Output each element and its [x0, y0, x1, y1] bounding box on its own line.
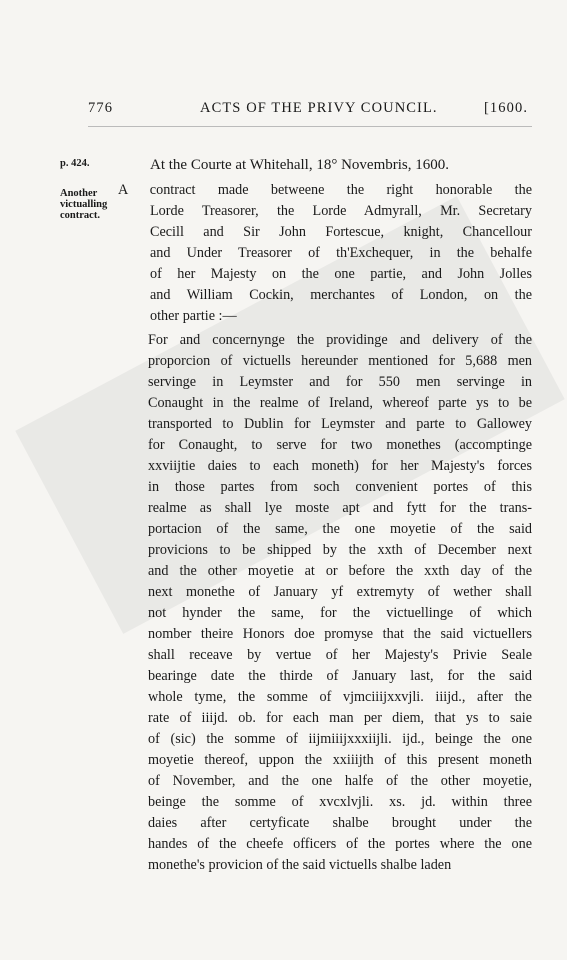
- meeting-date-line: At the Courte at Whitehall, 18° Novembris, 1600.: [150, 157, 450, 173]
- text-line: of her Majesty on the one partie, and John Jolles: [150, 266, 532, 282]
- text-line: not hynder the same, for the victuellinge of which: [148, 605, 532, 621]
- text-line: moyetie thereof, uppon the xxiiijth of this present moneth: [148, 752, 532, 768]
- text-line: bearinge date the thirde of January last, for the said: [148, 668, 532, 684]
- margin-page-ref: p. 424.: [60, 158, 90, 169]
- text-line: whole tyme, the somme of vjmciiijxxvjli. iiijd., after the: [148, 689, 532, 705]
- text-line: proporcion of victuells hereunder mentioned for 5,688 men: [148, 353, 532, 369]
- page-number: 776: [88, 100, 114, 116]
- text-line: of November, and the one halfe of the other moyetie,: [148, 773, 532, 789]
- text-line: servinge in Leymster and for 550 men servinge in: [148, 374, 532, 390]
- text-line: provicions to be shipped by the xxth of December next: [148, 542, 532, 558]
- text-line: daies after certyficate shalbe brought under the: [148, 815, 532, 831]
- header-year: [1600.: [484, 100, 529, 116]
- text-line: portacion of the same, the one moyetie of the said: [148, 521, 532, 537]
- text-line: and Under Treasorer of th'Exchequer, in the behalfe: [150, 245, 532, 261]
- text-line: beinge the somme of xvcxlvjli. xs. jd. within three: [148, 794, 532, 810]
- contract-body-paragraph: [118, 330, 532, 876]
- running-header: [0, 100, 567, 122]
- text-line: next monethe of January yf extremyty of wether shall: [148, 584, 532, 600]
- header-rule: [88, 126, 532, 127]
- text-line: and the other moyetie at or before the xxth day of the: [148, 563, 532, 579]
- text-line: For and concernynge the providinge and delivery of the: [148, 332, 532, 348]
- text-line: for Conaught, to serve for two monethes (accomptinge: [148, 437, 532, 453]
- text-line: Cecill and Sir John Fortescue, knight, Chancellour: [150, 224, 532, 240]
- text-line: Lorde Treasorer, the Lorde Admyrall, Mr. Secretary: [150, 203, 532, 219]
- text-line: other partie :—: [150, 308, 237, 324]
- text-line: realme as shall lye moste apt and fytt for the trans-: [148, 500, 532, 516]
- text-line: transported to Dublin for Leymster and parte to Gallowey: [148, 416, 532, 432]
- contract-intro-paragraph: [118, 180, 532, 327]
- margin-note-line: victualling: [60, 199, 108, 210]
- text-line: and William Cockin, merchantes of London, on the: [150, 287, 532, 303]
- running-title: ACTS OF THE PRIVY COUNCIL.: [200, 100, 438, 116]
- margin-note-line: Another: [60, 188, 98, 199]
- text-line: in those partes from soch convenient portes of this: [148, 479, 532, 495]
- text-line: rate of iiijd. ob. for each man per diem, that ys to saie: [148, 710, 532, 726]
- text-line: Conaught in the realme of Ireland, whereof parte ys to be: [148, 395, 532, 411]
- text-line: of (sic) the somme of iijmiiijxxxiijli. ijd., beinge the one: [148, 731, 532, 747]
- margin-note-line: contract.: [60, 210, 100, 221]
- text-line: shall receave by vertue of her Majesty's Privie Seale: [148, 647, 532, 663]
- text-line: A contract made betweene the right honorable the: [118, 182, 532, 198]
- text-line: xxviijtie daies to each moneth) for her Majesty's forces: [148, 458, 532, 474]
- text-line: nomber theire Honors doe promyse that the said victuellers: [148, 626, 532, 642]
- text-line: handes of the cheefe officers of the portes where the one: [148, 836, 532, 852]
- text-line: monethe's provicion of the said victuells shalbe laden: [148, 857, 452, 873]
